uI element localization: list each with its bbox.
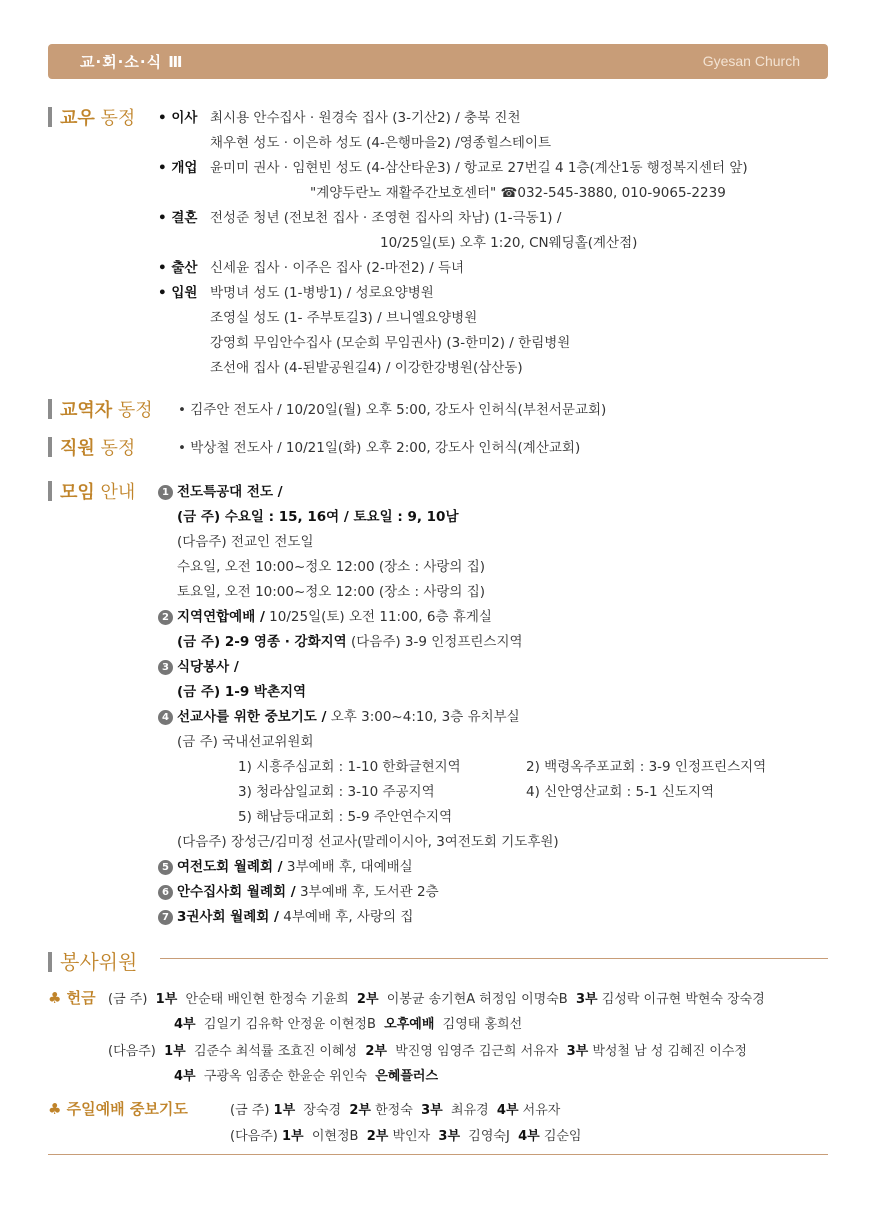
offering-row: 4부 김일기 김유학 안정윤 이현정B 오후예배 김영태 홍희선 <box>174 1017 523 1032</box>
meeting-line: (다음주) 전교인 전도일 <box>177 534 314 550</box>
offering-row: (금 주) 1부 안순태 배인현 한정숙 기윤희 2부 이봉균 송기현A 허정임 이명숙B 3부 김성락 이규현 박현숙 장숙경 <box>108 992 765 1007</box>
offering-row: (다음주) 1부 김준수 최석률 조효진 이혜성 2부 박진영 임영주 김근희 서유자 3부 박성철 남 성 김혜진 이수정 <box>108 1044 747 1059</box>
header-subtitle: Gyesan Church <box>702 53 800 69</box>
number-badge-icon: 7 <box>158 910 173 925</box>
meeting-line: 4 선교사를 위한 중보기도 / 오후 3:00~4:10, 3층 유치부실 <box>158 705 520 725</box>
member-news-line: 10/25일(토) 오후 1:20, CN웨딩홀(계산점) <box>380 235 638 251</box>
meeting-line: 2) 백령옥주포교회 : 3-9 인정프린스지역 <box>526 759 767 775</box>
section-clergy-heading: 교역자 동정 <box>48 396 153 422</box>
member-news-line: 강영희 무임안수집사 (모순희 무임권사) (3-한미2) / 한림병원 <box>210 335 571 351</box>
prayer-row: (금 주) 1부 장숙경 2부 한정숙 3부 최유경 4부 서유자 <box>230 1103 561 1118</box>
offering-label: ♣ 헌금 <box>48 989 96 1007</box>
clergy-news-line: • 김주안 전도사 / 10/20일(월) 오후 5:00, 강도사 인허식(부천서문교회) <box>178 402 607 418</box>
section-staff-heading: 직원 동정 <box>48 434 135 460</box>
member-news-line: 최시용 안수집사 · 원경숙 집사 (3-기산2) / 충북 진천 <box>210 110 521 126</box>
prayer-row: (다음주) 1부 이현정B 2부 박인자 3부 김영숙J 4부 김순임 <box>230 1129 582 1144</box>
section-bar <box>48 107 52 127</box>
section-meetings-heading: 모임 안내 <box>48 478 135 504</box>
header-title: 교·회·소·식 Ⅲ <box>80 53 184 71</box>
member-news-line: 조영실 성도 (1- 주부토길3) / 브니엘요양병원 <box>210 310 478 326</box>
meeting-line: (금 주) 2-9 영종 · 강화지역 (다음주) 3-9 인정프린스지역 <box>177 634 523 650</box>
meeting-line: 토요일, 오전 10:00~정오 12:00 (장소 : 사랑의 집) <box>177 584 486 600</box>
meeting-line: (금 주) 수요일 : 15, 16여 / 토요일 : 9, 10남 <box>177 509 459 525</box>
meeting-line: 6 안수집사회 월례회 / 3부예배 후, 도서관 2층 <box>158 880 439 900</box>
number-badge-icon: 1 <box>158 485 173 500</box>
bottom-divider <box>48 1154 828 1155</box>
meeting-line: 수요일, 오전 10:00~정오 12:00 (장소 : 사랑의 집) <box>177 559 486 575</box>
meeting-line: 5) 해남등대교회 : 5-9 주안연수지역 <box>238 809 453 825</box>
member-news-line: 전성준 청년 (전보천 집사 · 조영현 집사의 차남) (1-극동1) / <box>210 210 562 226</box>
divider <box>160 958 828 959</box>
meeting-line: 1) 시흥주심교회 : 1-10 한화글현지역 <box>238 759 461 775</box>
staff-news-line: • 박상철 전도사 / 10/21일(화) 오후 2:00, 강도사 인허식(계산교회) <box>178 440 581 456</box>
number-badge-icon: 6 <box>158 885 173 900</box>
number-badge-icon: 3 <box>158 660 173 675</box>
member-news-line: • 출산 <box>158 260 198 276</box>
member-news-line: "계양두란노 재활주간보호센터" ☎032-545-3880, 010-9065-2239 <box>310 185 726 201</box>
meeting-line: 4) 신안영산교회 : 5-1 신도지역 <box>526 784 715 800</box>
member-news-line: • 결혼 <box>158 210 198 226</box>
member-news-line: 조선애 집사 (4-된밭공원길4) / 이강한강병원(삼산동) <box>210 360 523 376</box>
meeting-line: 1 전도특공대 전도 / <box>158 480 283 500</box>
member-news-line: 신세윤 집사 · 이주은 집사 (2-마전2) / 득녀 <box>210 260 465 276</box>
page-header <box>48 44 828 79</box>
meeting-line: (다음주) 장성근/김미정 선교사(말레이시아, 3여전도회 기도후원) <box>177 834 559 850</box>
member-news-line: • 이사 <box>158 110 198 126</box>
meeting-line: 7 3권사회 월례회 / 4부예배 후, 사랑의 집 <box>158 905 413 925</box>
meeting-line: 3) 청라삼일교회 : 3-10 주공지역 <box>238 784 435 800</box>
member-news-line: 채우현 성도 · 이은하 성도 (4-은행마을2) /영종힐스테이트 <box>210 135 552 151</box>
number-badge-icon: 5 <box>158 860 173 875</box>
member-news-line: 박명녀 성도 (1-병방1) / 성로요양병원 <box>210 285 434 301</box>
prayer-label: ♣ 주일예배 중보기도 <box>48 1100 188 1118</box>
number-badge-icon: 2 <box>158 610 173 625</box>
number-badge-icon: 4 <box>158 710 173 725</box>
meeting-line: 2 지역연합예배 / 10/25일(토) 오전 11:00, 6층 휴게실 <box>158 605 492 625</box>
section-members-heading: 교우 동정 <box>48 104 135 130</box>
offering-row: 4부 구광옥 임종순 한윤순 위인숙 은혜플러스 <box>174 1069 439 1084</box>
member-news-line: • 개업 <box>158 160 198 176</box>
meeting-line: 5 여전도회 월례회 / 3부예배 후, 대예배실 <box>158 855 413 875</box>
section-volunteers-heading: 봉사위원 <box>48 946 137 975</box>
meeting-line: (금 주) 국내선교위원회 <box>177 734 314 750</box>
meeting-line: 3 식당봉사 / <box>158 655 239 675</box>
member-news-line: • 입원 <box>158 285 198 301</box>
member-news-line: 윤미미 권사 · 임현빈 성도 (4-삼산타운3) / 항교로 27번길 4 1층(계산1동 행정복지센터 앞) <box>210 160 748 176</box>
meeting-line: (금 주) 1-9 박촌지역 <box>177 684 307 700</box>
